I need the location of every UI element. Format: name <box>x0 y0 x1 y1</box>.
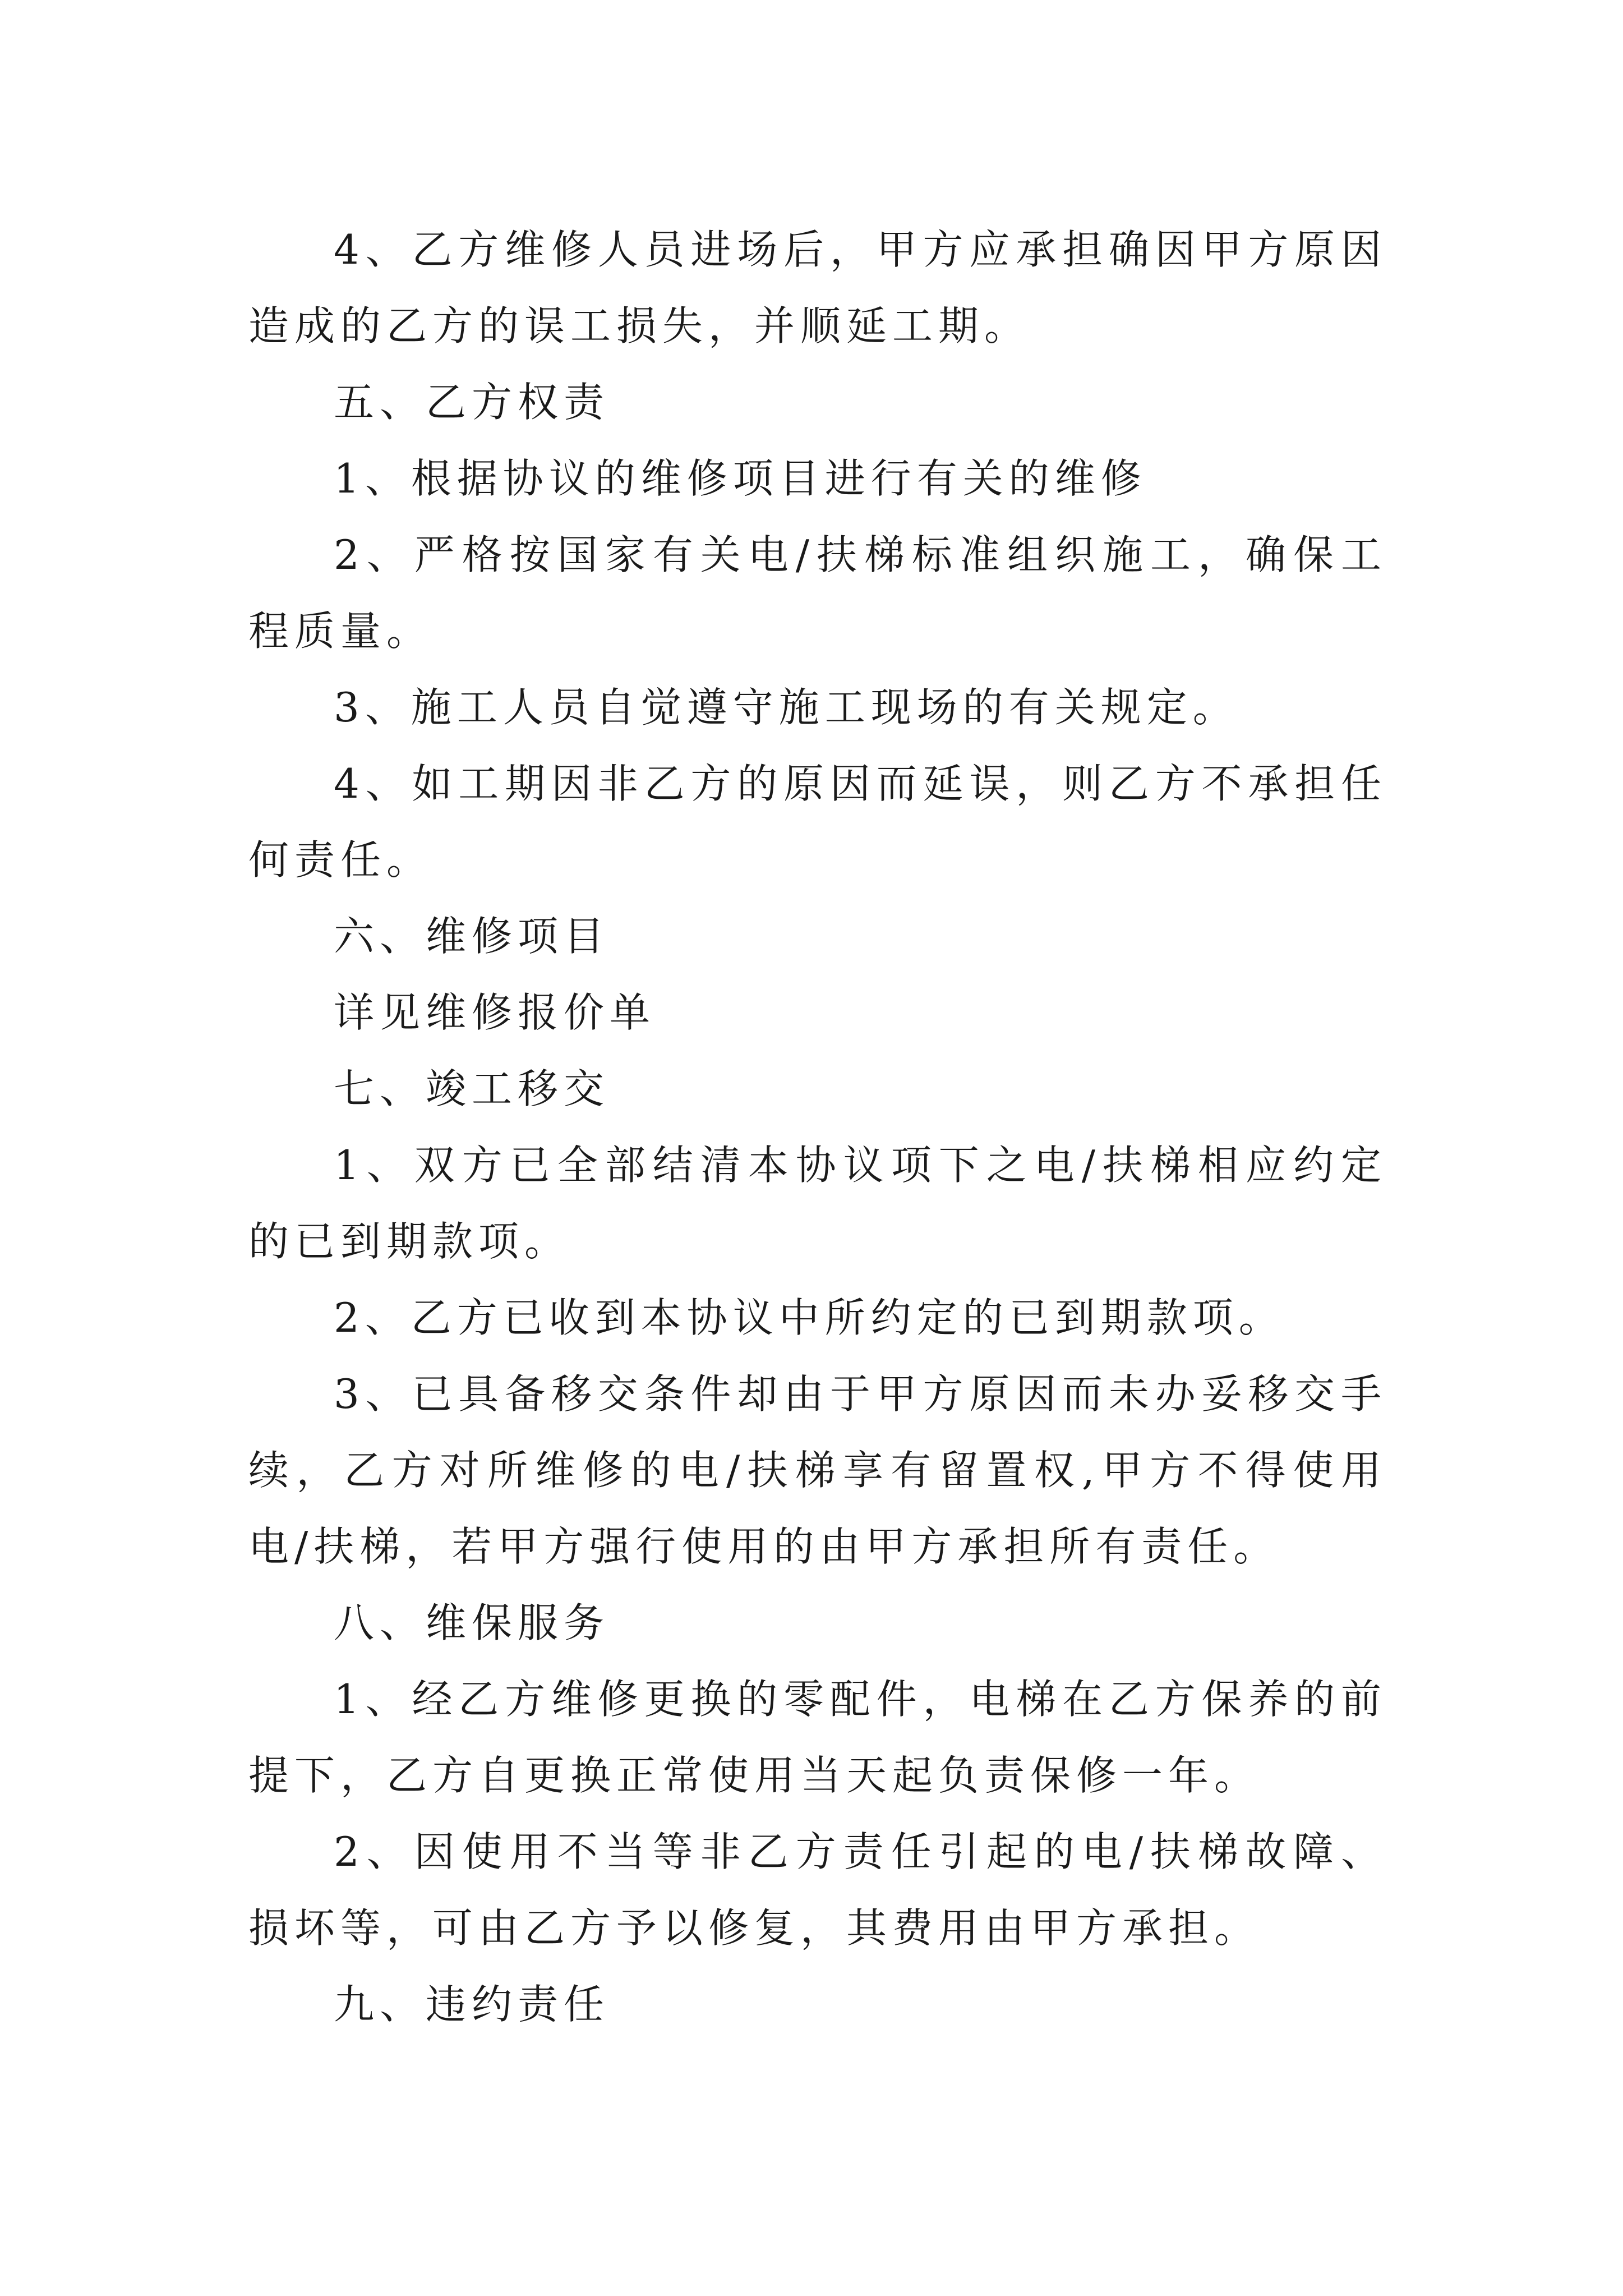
clause-4-no-liability: 4、如工期因非乙方的原因而延误，则乙方不承担任何责任。 <box>248 760 1387 884</box>
clause-2-payments-received: 2、乙方已收到本协议中所约定的已到期款项。 <box>334 1294 1285 1341</box>
clause-1-payments-settled: 1、双方已全部结清本协议项下之电/扶梯相应约定的已到期款项。 <box>248 1142 1387 1265</box>
section-heading-breach-liability: 九、违约责任 <box>334 1981 610 2028</box>
repair-items-note: 详见维修报价单 <box>334 989 656 1036</box>
clause-3-lien-right: 3、已具备移交条件却由于甲方原因而未办妥移交手续，乙方对所维修的电/扶梯享有留置权,甲方不得使用电/扶梯，若甲方强行使用的由甲方承担所有责任。 <box>248 1370 1387 1570</box>
section-heading-completion-handover: 七、竣工移交 <box>334 1065 610 1112</box>
clause-2-construction-standards: 2、严格按国家有关电/扶梯标准组织施工，确保工程质量。 <box>248 531 1387 655</box>
section-heading-party-b-rights: 五、乙方权责 <box>334 379 610 426</box>
section-heading-maintenance-service: 八、维保服务 <box>334 1599 610 1646</box>
clause-1-warranty: 1、经乙方维修更换的零配件，电梯在乙方保养的前提下，乙方自更换正常使用当天起负责保修一年。 <box>248 1676 1387 1799</box>
clause-1-repair-per-agreement: 1、根据协议的维修项目进行有关的维修 <box>334 455 1147 502</box>
clause-2-misuse-repairs: 2、因使用不当等非乙方责任引起的电/扶梯故障、损坏等，可由乙方予以修复，其费用由甲方承担。 <box>248 1828 1387 1952</box>
clause-3-site-rules: 3、施工人员自觉遵守施工现场的有关规定。 <box>334 684 1239 731</box>
section-heading-repair-items: 六、维修项目 <box>334 913 610 960</box>
clause-4-delay-compensation: 4、乙方维修人员进场后，甲方应承担确因甲方原因造成的乙方的误工损失，并顺延工期。 <box>248 226 1387 349</box>
document-body <box>248 211 1387 2042</box>
